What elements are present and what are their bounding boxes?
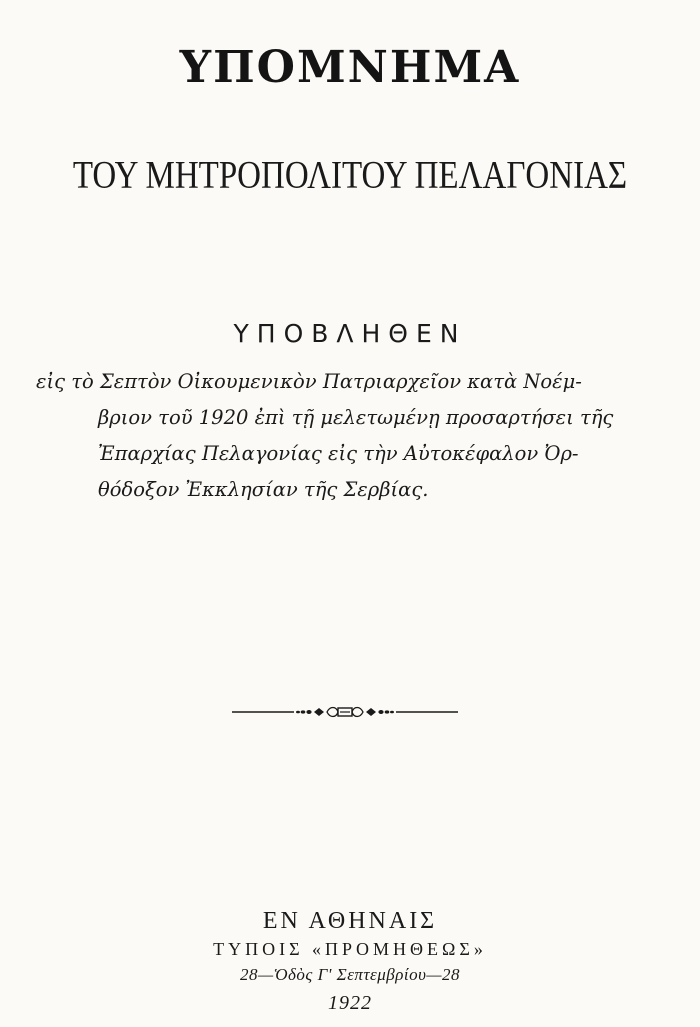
- document-subtitle: ΤΟΥ ΜΗΤΡΟΠΟΛΙΤΟΥ ΠΕΛΑΓΟΝΙΑΣ: [72, 154, 628, 197]
- imprint-city: ΕΝ ΑΘΗΝΑΙΣ: [262, 908, 438, 934]
- description-line: βριον τοῦ 1920 ἐπὶ τῇ μελετωμένῃ προσαρτήσει τῆς: [98, 406, 614, 429]
- imprint: [0, 906, 700, 1018]
- description-line: θόδοξον Ἐκκλησίαν τῆς Σερβίας.: [98, 478, 429, 501]
- ornament-divider: [232, 700, 458, 724]
- document-title: ΥΠΟΜΝΗΜΑ: [179, 42, 521, 93]
- imprint-printer: ΤΥΠΟΙΣ «ΠΡΟΜΗΘΕΩΣ»: [213, 939, 487, 959]
- submitted-heading: ΥΠΟΒΛΗΘΕΝ: [233, 319, 467, 348]
- description-line: εἰς τὸ Σεπτὸν Οἰκουμενικὸν Πατριαρχεῖον κατὰ Νοέμ-: [36, 370, 582, 393]
- submission-description: [28, 364, 668, 508]
- publication-year: 1922: [328, 992, 372, 1014]
- description-line: Ἐπαρχίας Πελαγονίας εἰς τὴν Αὐτοκέφαλον Ὀρ-: [98, 442, 579, 465]
- imprint-address: 28—Ὁδὸς Γ' Σεπτεμβρίου—28: [239, 965, 461, 984]
